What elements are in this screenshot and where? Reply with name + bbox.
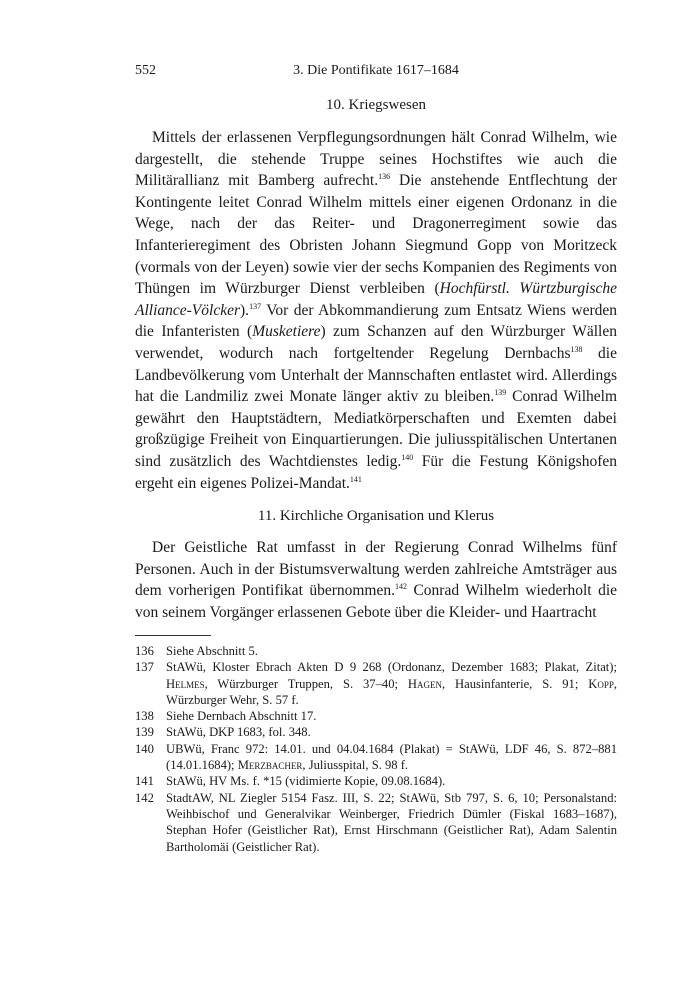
- footnote-text: , Juliusspital, S. 98 f.: [302, 758, 409, 773]
- footnote-text: Siehe Abschnitt 5.: [166, 644, 258, 658]
- footnote-text: UBWü, Franc 972: 14.01. und 04.04.1684 (Plakat) = StAWü, LDF 46, S. 872–881 (14.01.1684);: [166, 741, 617, 773]
- footnote-ref[interactable]: 141: [349, 474, 362, 484]
- text-run: Der Geistliche Rat umfasst in der Regierung Conrad Wilhelms fünf Personen. Auch in der Bistumsverwaltung werden zahlreiche Amtsträger aus dem vorherigen Pontifikat übernommen.: [135, 539, 617, 600]
- footnote-ref[interactable]: 138: [570, 344, 583, 354]
- footnote-text: StAWü, HV Ms. f. *15 (vidimierte Kopie, 09.08.1684).: [166, 774, 446, 789]
- text-run: ).: [240, 301, 250, 319]
- footnote-number: 142: [135, 790, 154, 805]
- text-run: Für die Festung Königshofen ergeht ein eigenes Polizei-Mandat.: [135, 452, 617, 492]
- section-heading-kriegswesen: 10. Kriegswesen: [326, 97, 426, 113]
- footnote-text: , Würzburger Wehr, S. 57 f.: [166, 676, 617, 707]
- footnote-ref[interactable]: 139: [494, 387, 507, 397]
- footnote-divider: [135, 635, 211, 636]
- text-run: die Landbevölkerung vom Unterhalt der Mannschaften entlastet wird. Allerdings hat die Landmiliz zwei Monate länger aktiv zu bleiben.: [135, 344, 617, 406]
- section-body-klerus: [135, 537, 617, 623]
- footnote-text: StAWü, DKP 1683, fol. 348.: [166, 725, 311, 740]
- footnote-ref[interactable]: 136: [378, 172, 391, 182]
- footnote-number: 137: [135, 660, 154, 675]
- author-name: Helmes: [166, 676, 205, 691]
- footnote-text: Siehe Dernbach Abschnitt 17.: [166, 709, 317, 724]
- paragraph: [135, 127, 617, 494]
- footnote-number: 136: [135, 644, 154, 658]
- text-run: Die anstehende Entflechtung der Kontingente leitet Conrad Wilhelm mittels einer eigenen Ordonanz in die Wege, nach der das Reiter- und Dragonerregiment sowie das Infanterieregiment des Obristen Johann Siegmund Gopp von Moritzeck (vormals von der Leyen) sowie vier der sechs Kompanien des Regiments von Thüngen im Würzburger Dienst verbleiben (: [135, 172, 617, 298]
- author-name: Hagen: [407, 676, 442, 691]
- footnote: [135, 643, 617, 659]
- text-run: ) zum Schanzen auf den Würzburger Wällen verwendet, wodurch nach fortgeltender Regelung Dernbachs: [135, 323, 617, 362]
- text-run: Conrad Wilhelm wiederholt die von seinem Vorgänger erlassenen Gebote über die Kleider- und Haartracht: [135, 582, 618, 621]
- section-body-kriegswesen: [135, 127, 617, 494]
- footnote-text: , Würzburger Truppen, S. 37–40;: [204, 676, 408, 691]
- paragraph: [135, 537, 617, 623]
- footnote-text: , Hausinfanterie, S. 91;: [441, 676, 589, 691]
- footnote: [135, 659, 617, 708]
- italic-title: Hochfürstl. Würtzburgische Alliance-Völcker: [135, 280, 617, 319]
- section-heading-klerus: 11. Kirchliche Organisation und Klerus: [257, 508, 495, 524]
- footnote-number: 141: [135, 774, 154, 789]
- footnote-number: 138: [135, 709, 154, 724]
- footnote: [135, 790, 617, 855]
- footnote: [135, 741, 617, 774]
- footnote: [135, 724, 617, 740]
- footnote-ref[interactable]: 140: [401, 452, 414, 462]
- italic-term: Musketiere: [252, 323, 321, 341]
- footnote-text: StAWü, Kloster Ebrach Akten D 9 268 (Ordonanz, Dezember 1683; Plakat, Zitat);: [166, 660, 617, 675]
- footnotes: [135, 643, 617, 855]
- footnote-ref[interactable]: 137: [249, 301, 262, 311]
- author-name: Merzbacher: [237, 758, 303, 773]
- footnote-ref[interactable]: 142: [395, 582, 407, 592]
- text-run: Vor der Abkommandierung zum Entsatz Wiens werden die Infanteristen (: [135, 301, 617, 341]
- footnote-number: 139: [135, 725, 154, 740]
- footnote: [135, 708, 617, 724]
- author-name: Kopp: [588, 676, 614, 691]
- text-run: Mittels der erlassenen Verpflegungsordnungen hält Conrad Wilhelm, wie dargestellt, die stehende Truppe seines Hochstiftes wie auch die Militärallianz mit Bamberg aufrecht.: [135, 129, 617, 190]
- text-run: Conrad Wilhelm gewährt den Hauptstädtern, Mediatkörperschaften und Exemten dabei großzügige Freiheit von Einquartierungen. Die juliusspitälischen Untertanen sind zusätzlich des Wachtdienstes ledig.: [135, 388, 617, 470]
- page-header: [135, 63, 617, 83]
- footnote: [135, 773, 617, 789]
- running-head: 3. Die Pontifikate 1617–1684: [293, 63, 459, 78]
- footnote-number: 140: [135, 741, 154, 756]
- footnote-text: StadtAW, NL Ziegler 5154 Fasz. III, S. 22; StAWü, Stb 797, S. 6, 10; Personalstand: Weihbischof und Generalvikar Weinberger, Friedrich Dümler (Fiskal 1683–1687), Stephan Hofer (Geistlicher Rat), Ernst Hirschmann (Geistlicher Rat), Adam Salentin Bartholomäi (Geistlicher Rat).: [166, 790, 617, 854]
- page-number: 552: [135, 63, 156, 78]
